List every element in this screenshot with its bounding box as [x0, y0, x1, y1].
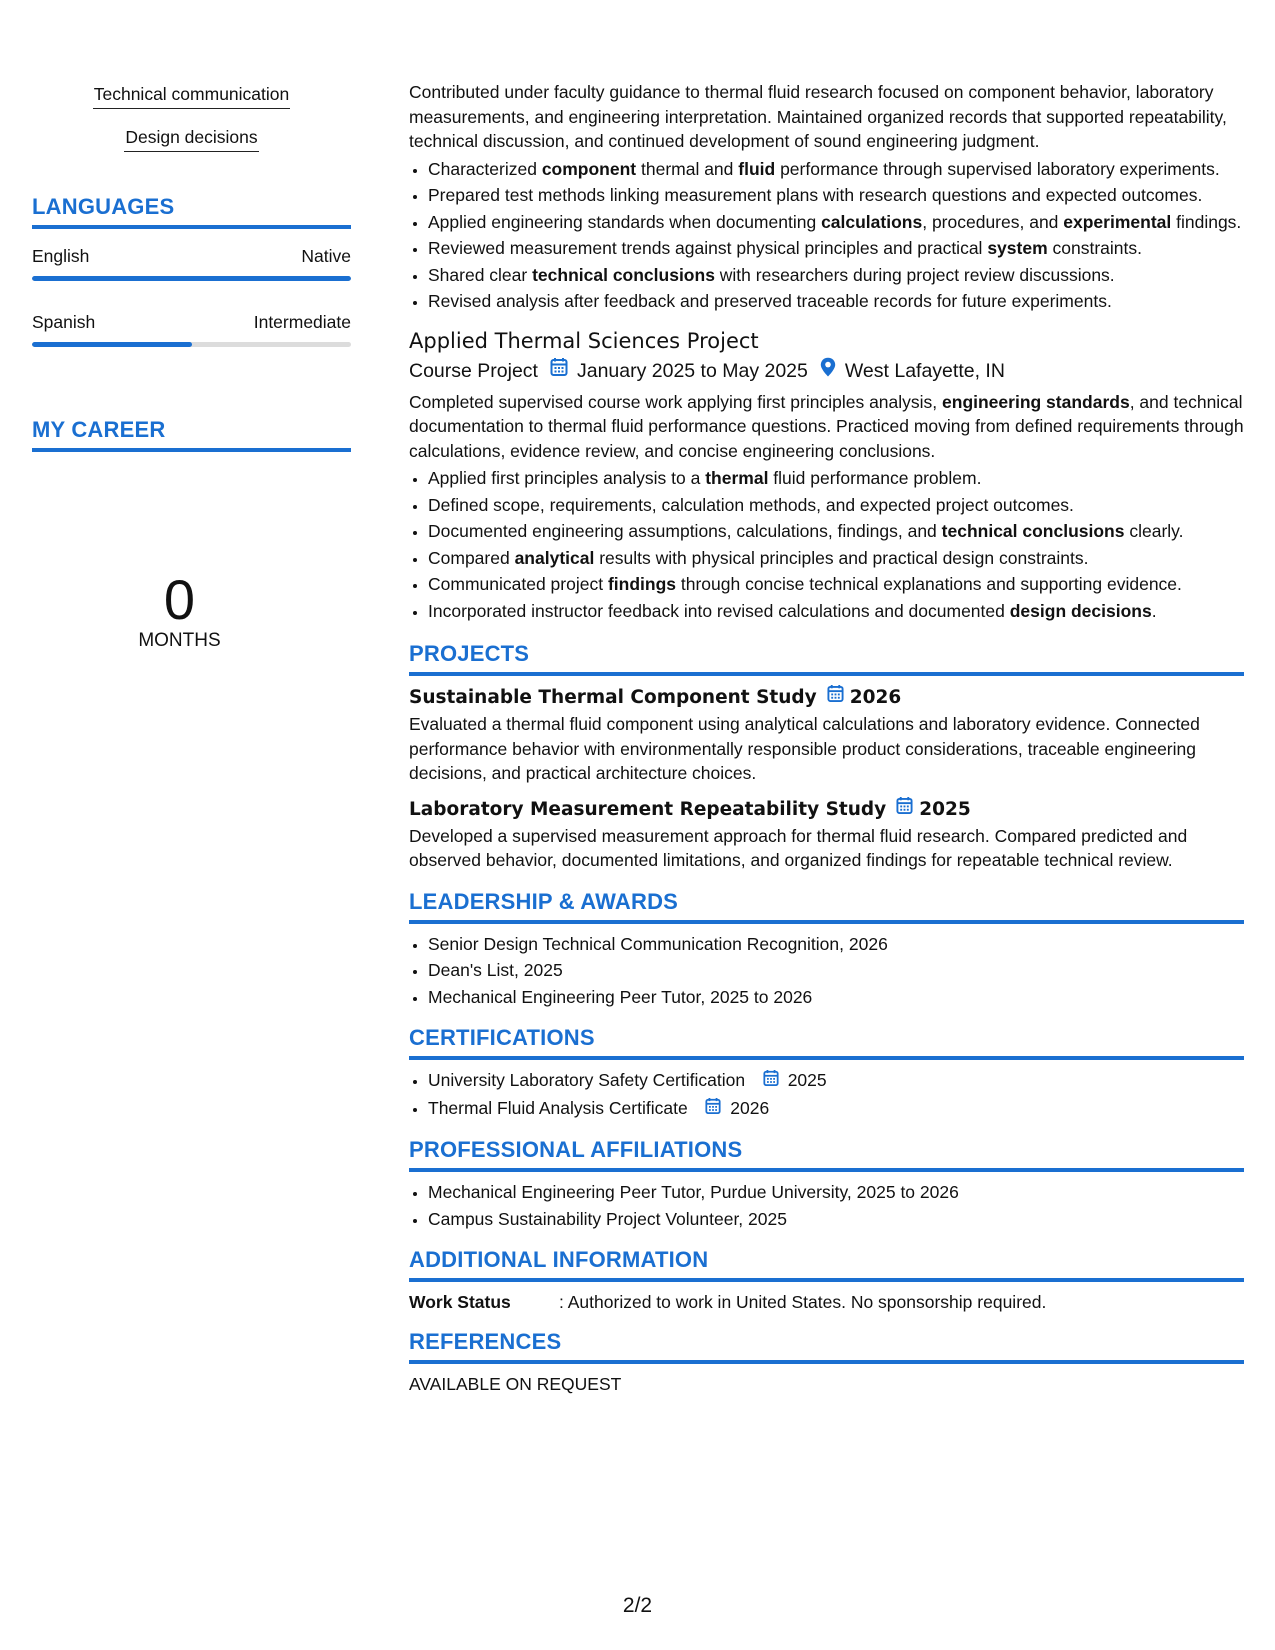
list-item: • Reviewed measurement trends against physical principles and practical system constraints. [428, 236, 1244, 261]
projects-heading: PROJECTS [409, 639, 1244, 676]
additional-info-heading: ADDITIONAL INFORMATION [409, 1245, 1244, 1282]
sidebar [32, 84, 351, 652]
language-level: Intermediate [253, 312, 351, 332]
list-item: • Applied first principles analysis to a thermal fluid performance problem. [428, 466, 1244, 491]
work-status-value: : Authorized to work in United States. No sponsorship required. [559, 1292, 1047, 1313]
language-item [32, 246, 351, 281]
certifications-list [409, 1068, 1244, 1121]
career-duration-unit: MONTHS [138, 630, 221, 651]
list-item: • Senior Design Technical Communication Recognition, 2026 [428, 932, 1244, 957]
experience-summary: Contributed under faculty guidance to thermal fluid research focused on component behavior, laboratory measurements, and engineering interpretation. Maintained organized records that supported repeatability, technical discussion, and continued development of sound engineering judgment. [409, 82, 1227, 151]
language-level: Native [301, 246, 351, 266]
list-item: • Campus Sustainability Project Volunteer, 2025 [428, 1207, 1244, 1232]
emphasis: component [541, 158, 637, 179]
language-proficiency-bar [32, 276, 351, 281]
project-title: Laboratory Measurement Repeatability Study [409, 798, 887, 820]
project-year: 2026 [849, 687, 902, 708]
experience-bullets [409, 157, 1244, 314]
language-item [32, 312, 351, 347]
calendar-icon [705, 1097, 721, 1122]
list-item: • Dean's List, 2025 [428, 958, 1244, 983]
emphasis: technical conclusions [941, 521, 1125, 541]
certification-name: Thermal Fluid Analysis Certificate [428, 1097, 688, 1118]
emphasis: engineering standards [942, 391, 1130, 412]
emphasis: findings [607, 574, 676, 594]
project-item [409, 796, 1244, 873]
experience-bullets [409, 466, 1244, 623]
project-year: 2025 [919, 798, 971, 820]
list-item: • Documented engineering assumptions, calculations, findings, and technical conclusions clearly. [428, 519, 1244, 544]
list-item: • Revised analysis after feedback and preserved traceable records for future experiments. [428, 289, 1244, 314]
emphasis: design decisions [1009, 600, 1152, 621]
list-item: • Applied engineering standards when documenting calculations, procedures, and experimental findings. [428, 210, 1244, 235]
references-text: AVAILABLE ON REQUEST [409, 1373, 622, 1394]
leadership-heading: LEADERSHIP & AWARDS [409, 887, 1244, 924]
calendar-icon [763, 1069, 779, 1094]
leadership-list [409, 932, 1244, 1010]
language-name: Spanish [32, 312, 96, 332]
list-item: • Characterized component thermal and fluid performance through supervised laboratory experiments. [428, 157, 1244, 182]
list-item: • Defined scope, requirements, calculation methods, and expected project outcomes. [428, 493, 1244, 518]
page-number: 2/2 [622, 1594, 653, 1617]
list-item [428, 1096, 1244, 1122]
main-content [409, 80, 1244, 1396]
list-item: • Incorporated instructor feedback into revised calculations and documented design decisions. [428, 599, 1244, 624]
project-description: Developed a supervised measurement approach for thermal fluid research. Compared predicted and observed behavior, documented limitations, and organized findings for repeatable technical review. [409, 825, 1188, 870]
references-heading: REFERENCES [409, 1327, 1244, 1364]
list-item: • Mechanical Engineering Peer Tutor, 2025 to 2026 [428, 985, 1244, 1010]
emphasis: experimental [1063, 211, 1172, 232]
project-item [409, 684, 1244, 786]
certification-year: 2025 [787, 1070, 827, 1090]
emphasis: technical conclusions [532, 264, 715, 285]
calendar-icon [896, 796, 913, 824]
certification-name: University Laboratory Safety Certification [428, 1070, 746, 1090]
emphasis: thermal [705, 468, 769, 488]
work-status-row [409, 1290, 1244, 1315]
career-duration [32, 568, 327, 652]
list-item: • Compared analytical results with physical principles and practical design constraints. [428, 546, 1244, 571]
experience-dates: January 2025 to May 2025 [576, 359, 808, 382]
list-item: • Mechanical Engineering Peer Tutor, Purdue University, 2025 to 2026 [428, 1180, 1244, 1205]
project-title: Sustainable Thermal Component Study [409, 687, 817, 708]
language-proficiency-bar [32, 342, 351, 347]
career-duration-value: 0 [163, 568, 196, 631]
emphasis: fluid [738, 158, 776, 179]
project-description: Evaluated a thermal fluid component using analytical calculations and laboratory evidence. Connected performance behavior with environmentally responsible product considerations, traceable engineering decisions, and practical architecture choices. [409, 714, 1200, 783]
affiliations-heading: PROFESSIONAL AFFILIATIONS [409, 1135, 1244, 1172]
work-status-label: Work Status [409, 1292, 511, 1313]
emphasis: system [987, 238, 1048, 258]
list-item: • Communicated project findings through concise technical explanations and supporting evidence. [428, 572, 1244, 597]
experience-summary: Completed supervised course work applying first principles analysis, engineering standards, and technical documentation to thermal fluid performance questions. Practiced moving from defined requirements through calculations, evidence review, and concise engineering conclusions. [409, 391, 1244, 461]
calendar-icon [550, 356, 568, 386]
experience-meta [409, 356, 1244, 386]
skill-tag: Design decisions [32, 127, 351, 152]
career-heading: MY CAREER [32, 417, 351, 452]
emphasis: calculations [821, 211, 923, 232]
certifications-heading: CERTIFICATIONS [409, 1023, 1244, 1060]
experience-type: Course Project [409, 359, 538, 382]
list-item [428, 1068, 1244, 1094]
emphasis: analytical [514, 547, 595, 568]
certification-year: 2026 [730, 1097, 770, 1118]
affiliations-list [409, 1180, 1244, 1231]
list-item: • Shared clear technical conclusions with researchers during project review discussions. [428, 263, 1244, 288]
skill-tag: Technical communication [32, 84, 351, 109]
languages-heading: LANGUAGES [32, 194, 351, 229]
calendar-icon [827, 684, 844, 712]
map-pin-icon [820, 356, 836, 386]
language-name: English [32, 246, 90, 266]
experience-title: Applied Thermal Sciences Project [409, 328, 759, 353]
list-item: • Prepared test methods linking measurement plans with research questions and expected outcomes. [428, 183, 1244, 208]
experience-location: West Lafayette, IN [844, 359, 1005, 382]
